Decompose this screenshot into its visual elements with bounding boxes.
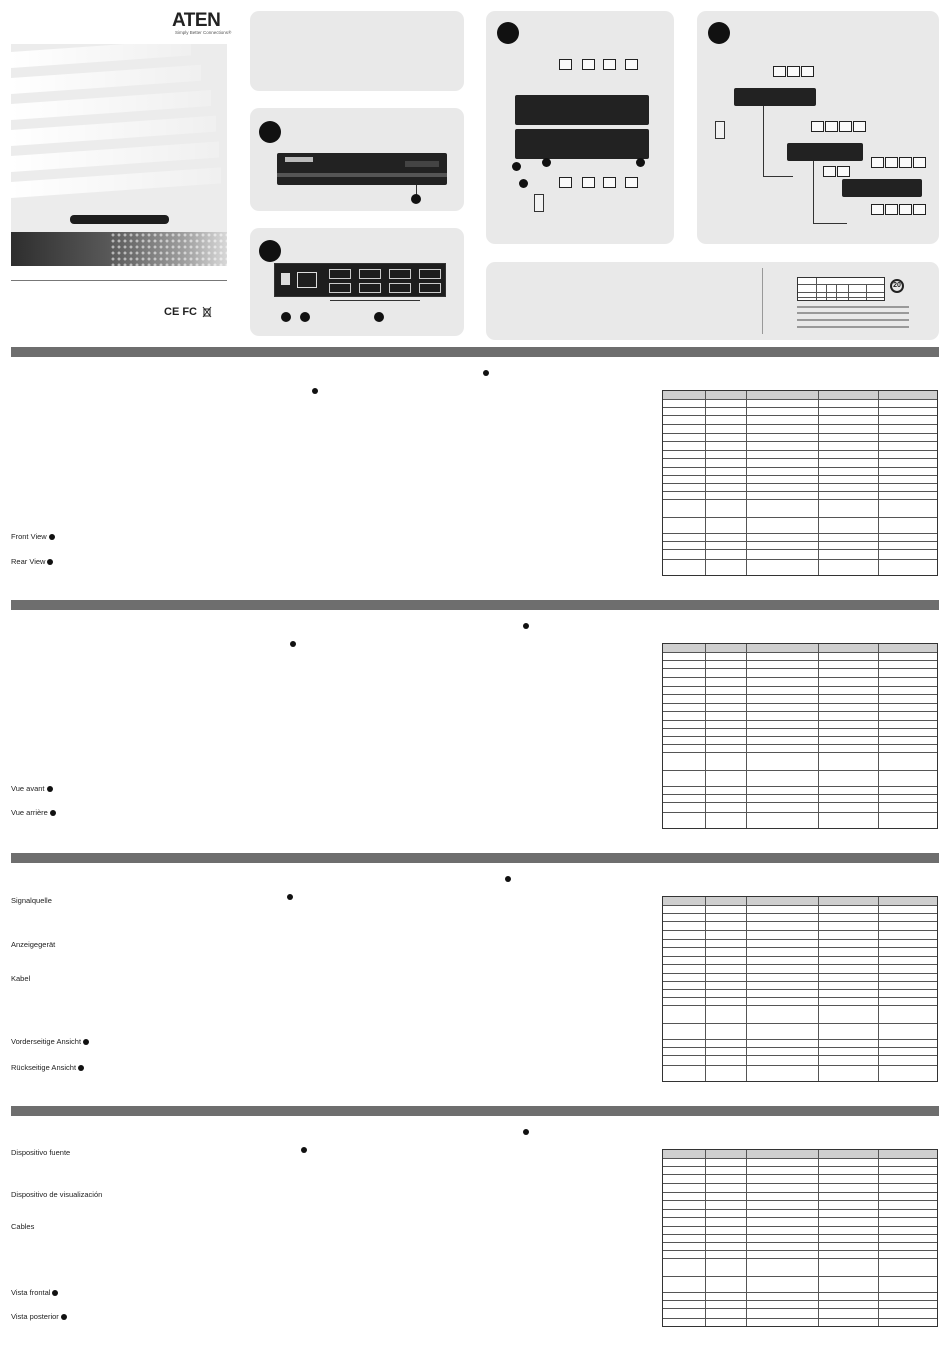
section-label-text: Rear View <box>11 557 46 566</box>
splitter-front-diagram <box>277 153 447 185</box>
section-label <box>11 1312 67 1321</box>
cover-dot-pattern <box>110 232 227 266</box>
figure-reference-marker <box>47 559 53 565</box>
certification-marks <box>164 306 212 318</box>
section-label <box>11 1037 89 1046</box>
specifications-table <box>662 643 938 829</box>
monitor-icon <box>913 204 926 215</box>
monitor-icon <box>559 59 572 70</box>
figure-reference-marker <box>505 876 511 882</box>
monitor-icon <box>823 166 836 177</box>
section-header-bar <box>11 347 939 357</box>
cover-divider <box>11 280 227 281</box>
section-label-text: Vue arrière <box>11 808 48 817</box>
cascade-splitter-2 <box>787 143 863 161</box>
hazardous-substance-table <box>797 277 885 301</box>
rohs-badge: 20 <box>890 279 904 293</box>
figure-reference-marker <box>83 1039 89 1045</box>
cascade-splitter-3 <box>842 179 922 197</box>
step-marker <box>708 22 730 44</box>
monitor-icon <box>899 204 912 215</box>
monitor-icon <box>773 66 786 77</box>
section-label-text: Dispositivo fuente <box>11 1148 71 1157</box>
computer-icon <box>534 194 544 212</box>
callout-marker <box>542 158 551 167</box>
figure-reference-marker <box>50 810 56 816</box>
cascade-splitter-1 <box>734 88 816 106</box>
cascade-panel <box>697 11 939 244</box>
front-view-panel <box>250 108 464 211</box>
callout-marker <box>374 312 384 322</box>
figure-reference-marker <box>312 388 318 394</box>
section-label-text: Vue avant <box>11 784 45 793</box>
installation-panel <box>486 11 674 244</box>
section-label-text: Kabel <box>11 974 31 983</box>
section-label <box>11 784 53 793</box>
section-label-text: Vorderseitige Ansicht <box>11 1037 82 1046</box>
monitor-icon <box>582 59 595 70</box>
monitor-icon <box>871 204 884 215</box>
figure-reference-marker <box>523 1129 529 1135</box>
monitor-icon <box>885 204 898 215</box>
monitor-icon <box>603 177 616 188</box>
section-label-text: Dispositivo de visualización <box>11 1190 103 1199</box>
monitor-icon <box>787 66 800 77</box>
section-label <box>11 557 53 566</box>
figure-reference-marker <box>61 1314 67 1320</box>
specifications-table <box>662 1149 938 1327</box>
figure-reference-marker <box>49 534 55 540</box>
monitor-icon <box>837 166 850 177</box>
monitor-icon <box>582 177 595 188</box>
section-label <box>11 1288 58 1297</box>
brand-tagline: Simply Better Connections® <box>175 30 232 35</box>
section-label-text: Rückseitige Ansicht <box>11 1063 77 1072</box>
weee-bin-icon <box>202 306 212 318</box>
figure-reference-marker <box>301 1147 307 1153</box>
section-label-text: Signalquelle <box>11 896 52 905</box>
monitor-icon <box>559 177 572 188</box>
monitor-icon <box>801 66 814 77</box>
blank-panel <box>250 11 464 91</box>
ce-fc-mark: CE FC <box>164 306 197 318</box>
splitter-rear-diagram <box>274 263 446 297</box>
section-label <box>11 896 52 905</box>
monitor-icon <box>825 121 838 132</box>
splitter-rear-diagram <box>515 129 649 159</box>
step-marker <box>259 121 281 143</box>
monitor-icon <box>603 59 616 70</box>
section-label <box>11 1222 34 1231</box>
section-label <box>11 1063 84 1072</box>
section-label-text: Anzeigegerät <box>11 940 56 949</box>
section-label <box>11 974 30 983</box>
figure-reference-marker <box>523 623 529 629</box>
monitor-icon <box>625 59 638 70</box>
step-marker <box>497 22 519 44</box>
section-header-bar <box>11 600 939 610</box>
figure-reference-marker <box>483 370 489 376</box>
section-label <box>11 1148 70 1157</box>
figure-reference-marker <box>52 1290 58 1296</box>
section-label-text: Vista frontal <box>11 1288 51 1297</box>
callout-marker <box>519 179 528 188</box>
monitor-icon <box>899 157 912 168</box>
callout-marker <box>636 158 645 167</box>
monitor-icon <box>885 157 898 168</box>
callout-marker <box>411 194 421 204</box>
section-label <box>11 532 55 541</box>
monitor-icon <box>625 177 638 188</box>
specifications-table <box>662 390 938 576</box>
step-marker <box>259 240 281 262</box>
monitor-icon <box>839 121 852 132</box>
section-header-bar <box>11 853 939 863</box>
monitor-icon <box>853 121 866 132</box>
figure-reference-marker <box>47 786 53 792</box>
callout-marker <box>512 162 521 171</box>
aten-logo: ATEN <box>172 10 221 31</box>
figure-reference-marker <box>78 1065 84 1071</box>
monitor-icon <box>913 157 926 168</box>
splitter-front-diagram <box>515 95 649 125</box>
section-label-text: Cables <box>11 1222 35 1231</box>
section-label-text: Front View <box>11 532 47 541</box>
section-label <box>11 1190 102 1199</box>
section-label <box>11 940 55 949</box>
section-label-text: Vista posterior <box>11 1312 59 1321</box>
specifications-table <box>662 896 938 1082</box>
section-label <box>11 808 56 817</box>
section-header-bar <box>11 1106 939 1116</box>
monitor-icon <box>811 121 824 132</box>
callout-marker <box>281 312 291 322</box>
callout-marker <box>300 312 310 322</box>
rear-view-panel <box>250 228 464 336</box>
computer-icon <box>715 121 725 139</box>
info-panel <box>486 262 939 340</box>
monitor-icon <box>871 157 884 168</box>
figure-reference-marker <box>290 641 296 647</box>
figure-reference-marker <box>287 894 293 900</box>
cover-title-bar <box>70 215 169 224</box>
